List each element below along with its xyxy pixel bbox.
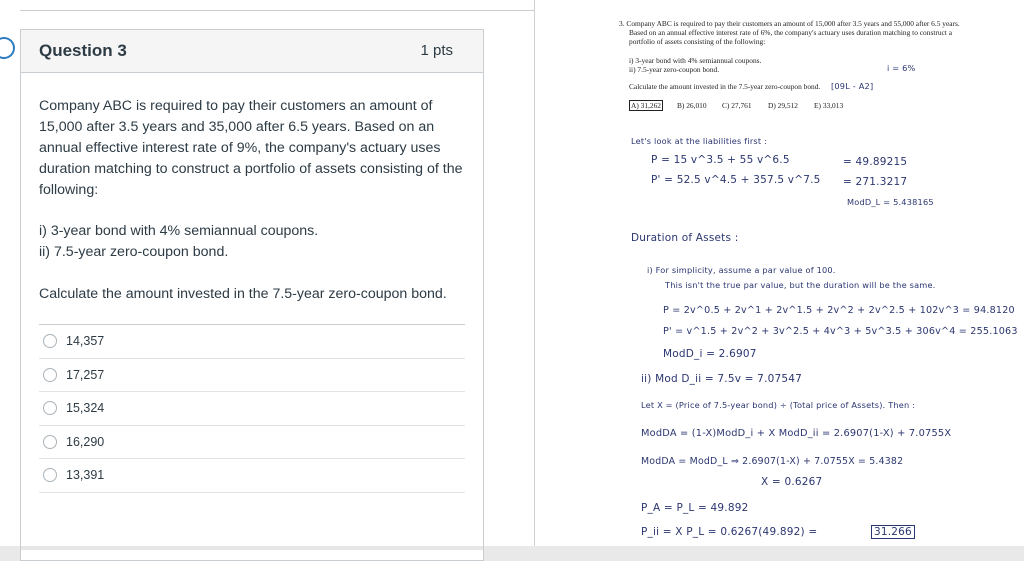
hw-line: ii) Mod D_ii = 7.5v = 7.07547 [641,373,803,385]
hw-tag: [09L - A2] [831,81,874,91]
hw-line: ModDA = ModD_L ⇒ 2.6907(1-X) + 7.0755X = 5.4382 [641,456,904,467]
choice-d: D) 29,512 [768,101,798,110]
answer-label: 15,324 [66,401,105,416]
choice-e: E) 33,013 [814,101,844,110]
hw-line: P_ii = X P_L = 0.6267(49.892) = [641,526,818,538]
hw-line: P = 2v^0.5 + 2v^1 + 2v^1.5 + 2v^2 + 2v^2.5 + 102v^3 = 94.8120 [663,305,1015,316]
question-flag-icon[interactable] [0,37,15,59]
printed-line: portfolio of assets consisting of the following: [629,37,766,46]
hw-final-answer: 31.266 [871,526,915,538]
choice-c: C) 27,761 [722,101,752,110]
question-paragraph: Company ABC is required to pay their customers an amount of 15,000 after 3.5 years and 35,000 after 6.5 years. Based on an annual effective interest rate of 9%, the company's actuary uses duration matching to construct a portfolio of assets consisting of the following: [39,98,463,198]
choice-a: A) 31,262 [631,101,661,110]
card-footer [21,546,483,550]
radio-button[interactable] [43,401,57,415]
question-item: i) 3-year bond with 4% semiannual coupons. [39,223,319,239]
printed-prompt: Calculate the amount invested in the 7.5-year zero-coupon bond. [629,82,821,91]
answer-option[interactable] [39,459,465,493]
answer-option[interactable] [39,426,465,460]
question-item: ii) 7.5-year zero-coupon bond. [39,244,229,260]
hw-line: P = 15 v^3.5 + 55 v^6.5 [651,154,790,166]
hw-line: = 271.3217 [843,176,908,188]
hw-line: Let's look at the liabilities first : [631,136,768,146]
hw-heading: Duration of Assets : [631,232,739,244]
question-prompt: Calculate the amount invested in the 7.5-year zero-coupon bond. [39,286,447,302]
answer-list [39,325,465,493]
solution-panel [534,0,1024,546]
answer-option[interactable] [39,325,465,359]
radio-button[interactable] [43,368,57,382]
question-header [21,30,483,73]
hw-line: Let X = (Price of 7.5-year bond) ÷ (Total price of Assets). Then : [641,400,916,410]
hw-line: P_A = P_L = 49.892 [641,502,749,514]
radio-button[interactable] [43,468,57,482]
hw-line: ModD_i = 2.6907 [663,348,757,360]
question-items [39,221,318,263]
question-points: 1 pts [420,42,453,59]
hw-line: i) For simplicity, assume a par value of 100. [647,265,836,275]
printed-item: ii) 7.5-year zero-coupon bond. [629,65,720,74]
hw-line: ModDA = (1-X)ModD_i + X ModD_ii = 2.6907(1-X) + 7.0755X [641,428,952,439]
hw-line: = 49.89215 [843,156,908,168]
hw-line: This isn't the true par value, but the duration will be the same. [665,280,936,290]
hw-rate-note: i = 6% [887,63,916,73]
answer-label: 13,391 [66,468,105,483]
question-card [20,29,484,561]
printed-item: i) 3-year bond with 4% semiannual coupons. [629,56,762,65]
radio-button[interactable] [43,435,57,449]
answer-label: 17,257 [66,367,105,382]
answer-option[interactable] [39,359,465,393]
hw-line: X = 0.6267 [761,476,823,488]
printed-line: Based on an annual effective interest rate of 6%, the company's actuary uses duration matching to construct a [629,28,952,37]
hw-line: P' = v^1.5 + 2v^2 + 3v^2.5 + 4v^3 + 5v^3.5 + 306v^4 = 255.1063 [663,326,1018,337]
radio-button[interactable] [43,334,57,348]
previous-question-edge [20,0,534,11]
choice-b: B) 26,010 [677,101,707,110]
hw-line: ModD_L = 5.438165 [847,197,934,207]
answer-label: 16,290 [66,434,105,449]
answer-label: 14,357 [66,334,105,349]
printed-line: 3. Company ABC is required to pay their customers an amount of 15,000 after 3.5 years and 55,000 after 6.5 years. [619,19,960,28]
answer-option[interactable] [39,392,465,426]
hw-line: P' = 52.5 v^4.5 + 357.5 v^7.5 [651,174,821,186]
question-title: Question 3 [39,41,127,60]
